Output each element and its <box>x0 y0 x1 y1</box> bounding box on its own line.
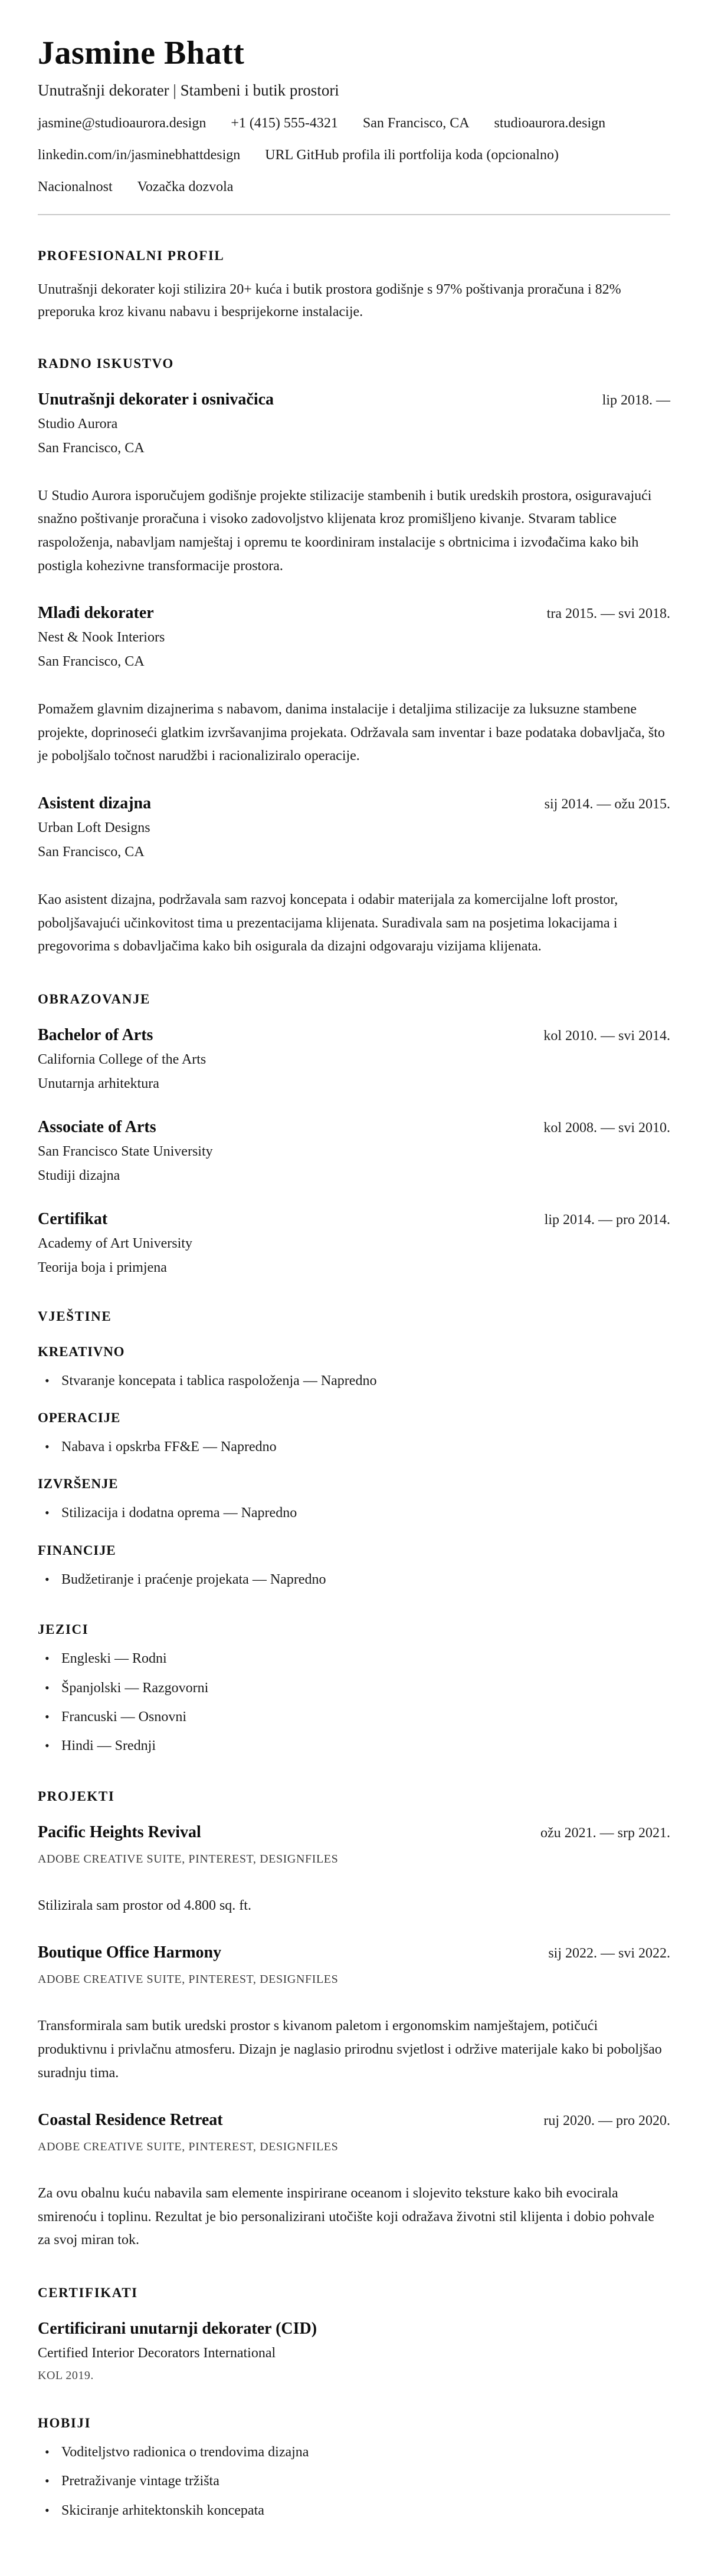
language-item: • Francuski — Osnovni <box>38 1708 670 1726</box>
job-head <box>38 794 670 813</box>
language-item: • Hindi — Srednji <box>38 1736 670 1755</box>
job-company: Urban Loft Designs <box>38 820 150 835</box>
section-title-experience: RADNO ISKUSTVO <box>38 356 174 371</box>
education-school: San Francisco State University <box>38 1143 213 1159</box>
candidate-name: Jasmine Bhatt <box>38 35 245 71</box>
candidate-tagline: Unutrašnji dekorater | Stambeni i butik prostori <box>38 81 339 100</box>
job-head <box>38 390 670 409</box>
skill-group <box>38 1543 670 1589</box>
project-tools: ADOBE CREATIVE SUITE, PINTEREST, DESIGNFILES <box>38 1973 339 1986</box>
section-title-projects: PROJEKTI <box>38 1788 115 1804</box>
skill-item: • Nabava i opskrba FF&E — Napredno <box>38 1437 670 1456</box>
section-skills <box>38 1309 670 1590</box>
project-name: Pacific Heights Revival <box>38 1822 201 1841</box>
job-description: Pomažem glavnim dizajnerima s nabavom, danima instalacije i detaljima stilizacije za luksuzne stambene projekte, doprinoseći glatkim izvršavanjima projekata. Održavala sam inventar i baze podataka dobavljača, što je poboljšalo točnost narudžbi i racionaliziralo operacije. <box>38 702 665 764</box>
skill-group-title: IZVRŠENJE <box>38 1476 119 1492</box>
education-entry <box>38 1210 670 1276</box>
skill-item: • Stvaranje koncepata i tablica raspoloženja — Napredno <box>38 1371 670 1390</box>
language-item: • Španjolski — Razgovorni <box>38 1679 670 1697</box>
job-description: Kao asistent dizajna, podržavala sam razvoj koncepata i odabir materijala za komercijalne loft prostor, poboljšavajući učinkovitost tima u prezentacijama klijenata. Suradivala sam na posjetima lokacijama i pregovorima s dobavljačima kako bih osigurala da dizajni odgovaraju vizijama klijenata. <box>38 891 618 955</box>
education-dates: kol 2010. — svi 2014. <box>543 1028 670 1044</box>
project-entry <box>38 2111 670 2252</box>
contact-phone: +1 (415) 555-4321 <box>231 116 338 131</box>
language-item: • Engleski — Rodni <box>38 1649 670 1668</box>
job-role: Asistent dizajna <box>38 794 152 812</box>
certificate-head <box>38 2320 670 2338</box>
resume-header <box>38 34 670 195</box>
project-head <box>38 1823 670 1842</box>
project-entry <box>38 1943 670 2085</box>
project-description: Stilizirala sam prostor od 4.800 sq. ft. <box>38 1897 251 1913</box>
project-dates: ruj 2020. — pro 2020. <box>543 2113 670 2129</box>
section-hobbies <box>38 2416 670 2520</box>
job-dates: tra 2015. — svi 2018. <box>546 606 670 622</box>
job-role: Mlađi dekorater <box>38 604 154 623</box>
project-name: Boutique Office Harmony <box>38 1943 222 1962</box>
contact-location: San Francisco, CA <box>362 116 470 131</box>
skill-group <box>38 1410 670 1456</box>
project-head <box>38 1943 670 1962</box>
education-dates: kol 2008. — svi 2010. <box>543 1120 670 1136</box>
contact-website: studioaurora.design <box>494 116 606 131</box>
education-degree: Certifikat <box>38 1209 108 1228</box>
skill-item: • Stilizacija i dodatna oprema — Napredno <box>38 1504 670 1522</box>
section-languages <box>38 1622 670 1756</box>
skill-group <box>38 1476 670 1522</box>
project-description: Za ovu obalnu kuću nabavila sam elemente inspirirane oceanom i slojevito teksture kako bih evocirala smirenoću i toplinu. Rezultat je bio personalizirani utočište koji odražava životni stil klijenta i dobio pohvale za svoj miran tok. <box>38 2186 655 2248</box>
hobby-item: • Voditeljstvo radionica o trendovima dizajna <box>38 2443 670 2462</box>
education-entry <box>38 1026 670 1092</box>
section-profile <box>38 248 670 323</box>
section-education <box>38 992 670 1276</box>
education-head <box>38 1118 670 1137</box>
header-divider <box>38 214 670 215</box>
education-degree: Bachelor of Arts <box>38 1025 153 1044</box>
certificate-issuer: Certified Interior Decorators International <box>38 2345 276 2361</box>
education-degree: Associate of Arts <box>38 1117 156 1136</box>
education-field: Teorija boja i primjena <box>38 1259 167 1275</box>
hobby-list <box>38 2443 670 2520</box>
skill-group-title: FINANCIJE <box>38 1542 116 1558</box>
job-entry <box>38 794 670 959</box>
job-location: San Francisco, CA <box>38 844 145 860</box>
section-title-education: OBRAZOVANJE <box>38 991 150 1006</box>
certificate-entry <box>38 2320 670 2383</box>
contact-driving-license: Vozačka dozvola <box>137 179 234 195</box>
project-name: Coastal Residence Retreat <box>38 2111 223 2130</box>
section-projects <box>38 1789 670 2252</box>
education-school: California College of the Arts <box>38 1051 206 1067</box>
skill-item: • Budžetiranje i praćenje projekata — Napredno <box>38 1570 670 1589</box>
education-dates: lip 2014. — pro 2014. <box>544 1212 670 1228</box>
job-entry <box>38 390 670 578</box>
section-certificates <box>38 2285 670 2383</box>
skill-group-title: OPERACIJE <box>38 1410 121 1426</box>
project-tools: ADOBE CREATIVE SUITE, PINTEREST, DESIGNFILES <box>38 2140 339 2154</box>
skill-group-title: KREATIVNO <box>38 1344 125 1359</box>
job-location: San Francisco, CA <box>38 654 145 670</box>
hobby-item: • Pretraživanje vintage tržišta <box>38 2472 670 2491</box>
education-head <box>38 1210 670 1229</box>
project-dates: ožu 2021. — srp 2021. <box>540 1825 670 1841</box>
skill-list <box>38 1437 670 1456</box>
section-experience <box>38 356 670 959</box>
language-list <box>38 1649 670 1756</box>
project-dates: sij 2022. — svi 2022. <box>548 1946 670 1962</box>
certificate-name: Certificirani unutarnji dekorater (CID) <box>38 2319 317 2338</box>
contact-email: jasmine@studioaurora.design <box>38 116 206 131</box>
job-head <box>38 604 670 623</box>
project-description: Transformirala sam butik uredski prostor s kivanom paletom i ergonomskim namještajem, potičući produktivnu i privlačnu atmosferu. Dizajn je naglasio prirodnu svjetlost i održive materijale kako bi poboljšao suradnju tima. <box>38 2018 662 2081</box>
section-title-profile: PROFESIONALNI PROFIL <box>38 248 225 264</box>
contact-row-1 <box>38 116 670 131</box>
job-company: Studio Aurora <box>38 416 118 432</box>
education-entry <box>38 1118 670 1184</box>
project-entry <box>38 1823 670 1918</box>
profile-summary: Unutrašnji dekorater koji stilizira 20+ kuća i butik prostora godišnje s 97% poštivanja proračuna i 82% preporuka kroz kivanu nabavu i besprijekorne instalacije. <box>38 282 621 320</box>
contact-row-3 <box>38 179 670 195</box>
skill-list <box>38 1504 670 1522</box>
project-head <box>38 2111 670 2130</box>
section-title-certificates: CERTIFIKATI <box>38 2285 138 2300</box>
skill-group <box>38 1344 670 1390</box>
job-dates: lip 2018. — <box>602 392 670 408</box>
education-head <box>38 1026 670 1045</box>
section-title-hobbies: HOBIJI <box>38 2415 91 2430</box>
contact-github-note: URL GitHub profila ili portfolija koda (opcionalno) <box>265 147 559 163</box>
skill-list <box>38 1570 670 1589</box>
job-company: Nest & Nook Interiors <box>38 630 165 646</box>
section-title-languages: JEZICI <box>38 1622 89 1637</box>
contact-nationality: Nacionalnost <box>38 179 113 195</box>
education-school: Academy of Art University <box>38 1235 192 1251</box>
job-dates: sij 2014. — ožu 2015. <box>544 796 670 812</box>
certificate-date: KOL 2019. <box>38 2368 94 2382</box>
job-description: U Studio Aurora isporučujem godišnje projekte stilizacije stambenih i butik uredskih prostora, osiguravajući snažno poštivanje proračuna i visoko zadovoljstvo klijenata kroz promišljeno kivanje. Stvaram tablice raspoloženja, nabavljam namještaj i opremu te koordiniram instalacije s obrtnicima i izvođačima kako bih postigla kohezivne transformacije prostora. <box>38 488 652 574</box>
education-field: Unutarnja arhitektura <box>38 1075 159 1091</box>
contact-linkedin: linkedin.com/in/jasminebhattdesign <box>38 147 241 163</box>
contact-row-2 <box>38 147 670 163</box>
job-entry <box>38 604 670 768</box>
section-title-skills: VJEŠTINE <box>38 1308 112 1324</box>
skill-list <box>38 1371 670 1390</box>
education-field: Studiji dizajna <box>38 1167 120 1183</box>
project-tools: ADOBE CREATIVE SUITE, PINTEREST, DESIGNFILES <box>38 1852 339 1866</box>
hobby-item: • Skiciranje arhitektonskih koncepata <box>38 2501 670 2520</box>
job-role: Unutrašnji dekorater i osnivačica <box>38 390 274 409</box>
job-location: San Francisco, CA <box>38 440 145 456</box>
